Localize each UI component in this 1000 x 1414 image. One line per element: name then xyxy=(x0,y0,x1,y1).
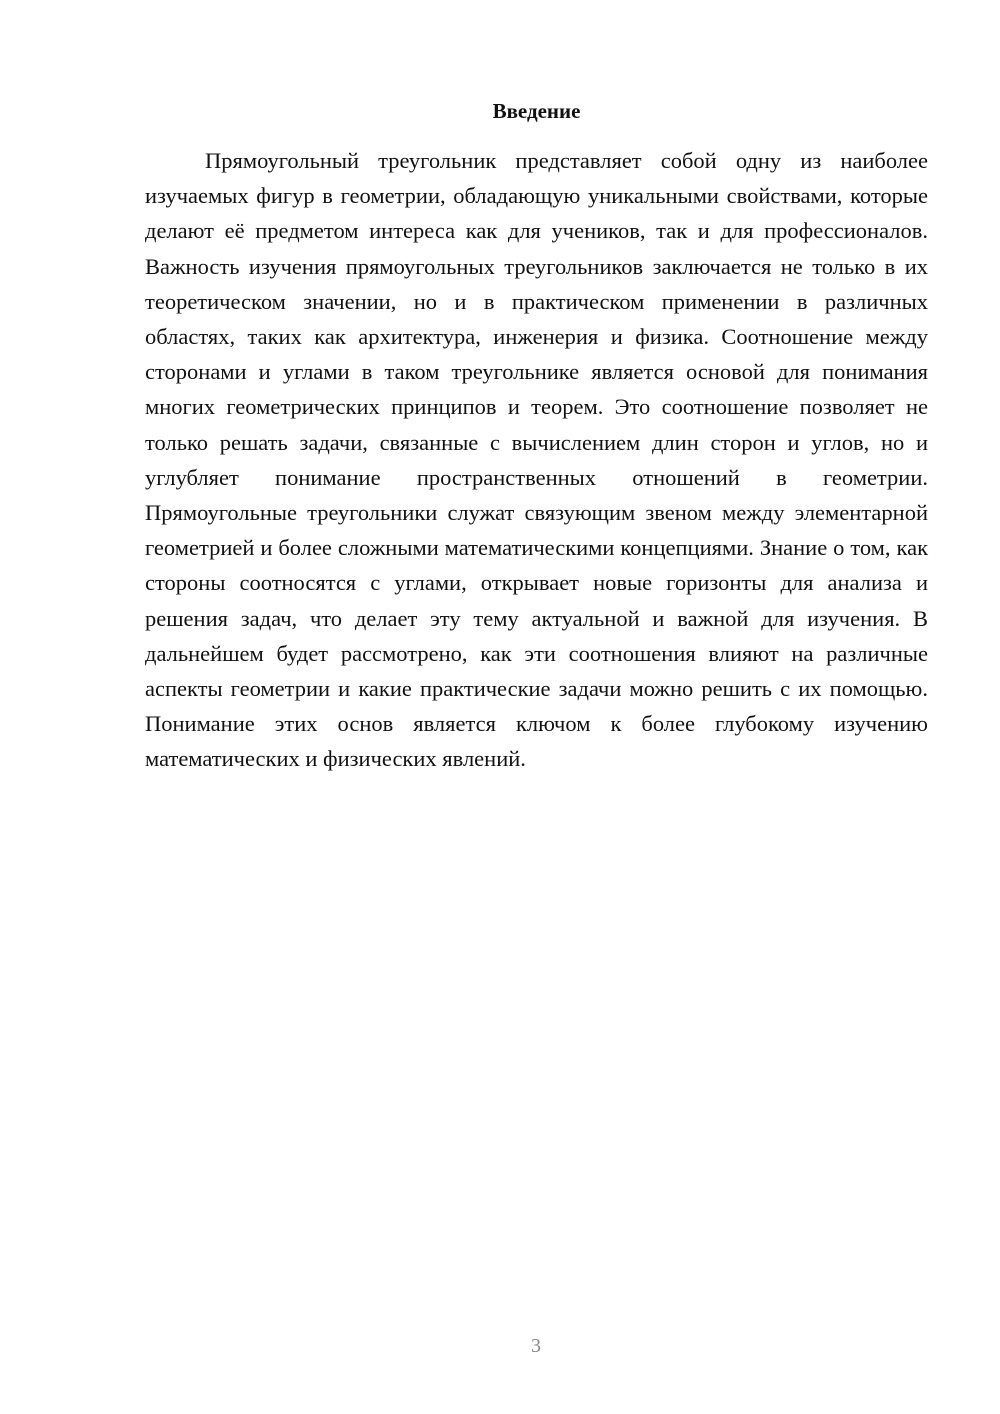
body-paragraph: Прямоугольный треугольник представляет собой одну из наиболее изучаемых фигур в геометрии, обладающую уникальными свойствами, которые делают её предметом интереса как для учеников, так и для профессионалов. Важность изучения прямоугольных треугольников заключается не только в их теоретическом значении, но и в практическом применении в различных областях, таких как архитектура, инженерия и физика. Соотношение между сторонами и углами в таком треугольнике является основой для понимания многих геометрических принципов и теорем. Это соотношение позволяет не только решать задачи, связанные с вычислением длин сторон и углов, но и углубляет понимание пространственных отношений в геометрии. Прямоугольные треугольники служат связующим звеном между элементарной геометрией и более сложными математическими концепциями. Знание о том, как стороны соотносятся с углами, открывает новые горизонты для анализа и решения задач, что делает эту тему актуальной и важной для изучения. В дальнейшем будет рассмотрено, как эти соотношения влияют на различные аспекты геометрии и какие практические задачи можно решить с их помощью. Понимание этих основ является ключом к более глубокому изучению математических и физических явлений. xyxy=(145,148,928,772)
page-number: 3 xyxy=(531,1335,541,1357)
page-title: Введение xyxy=(492,99,581,123)
